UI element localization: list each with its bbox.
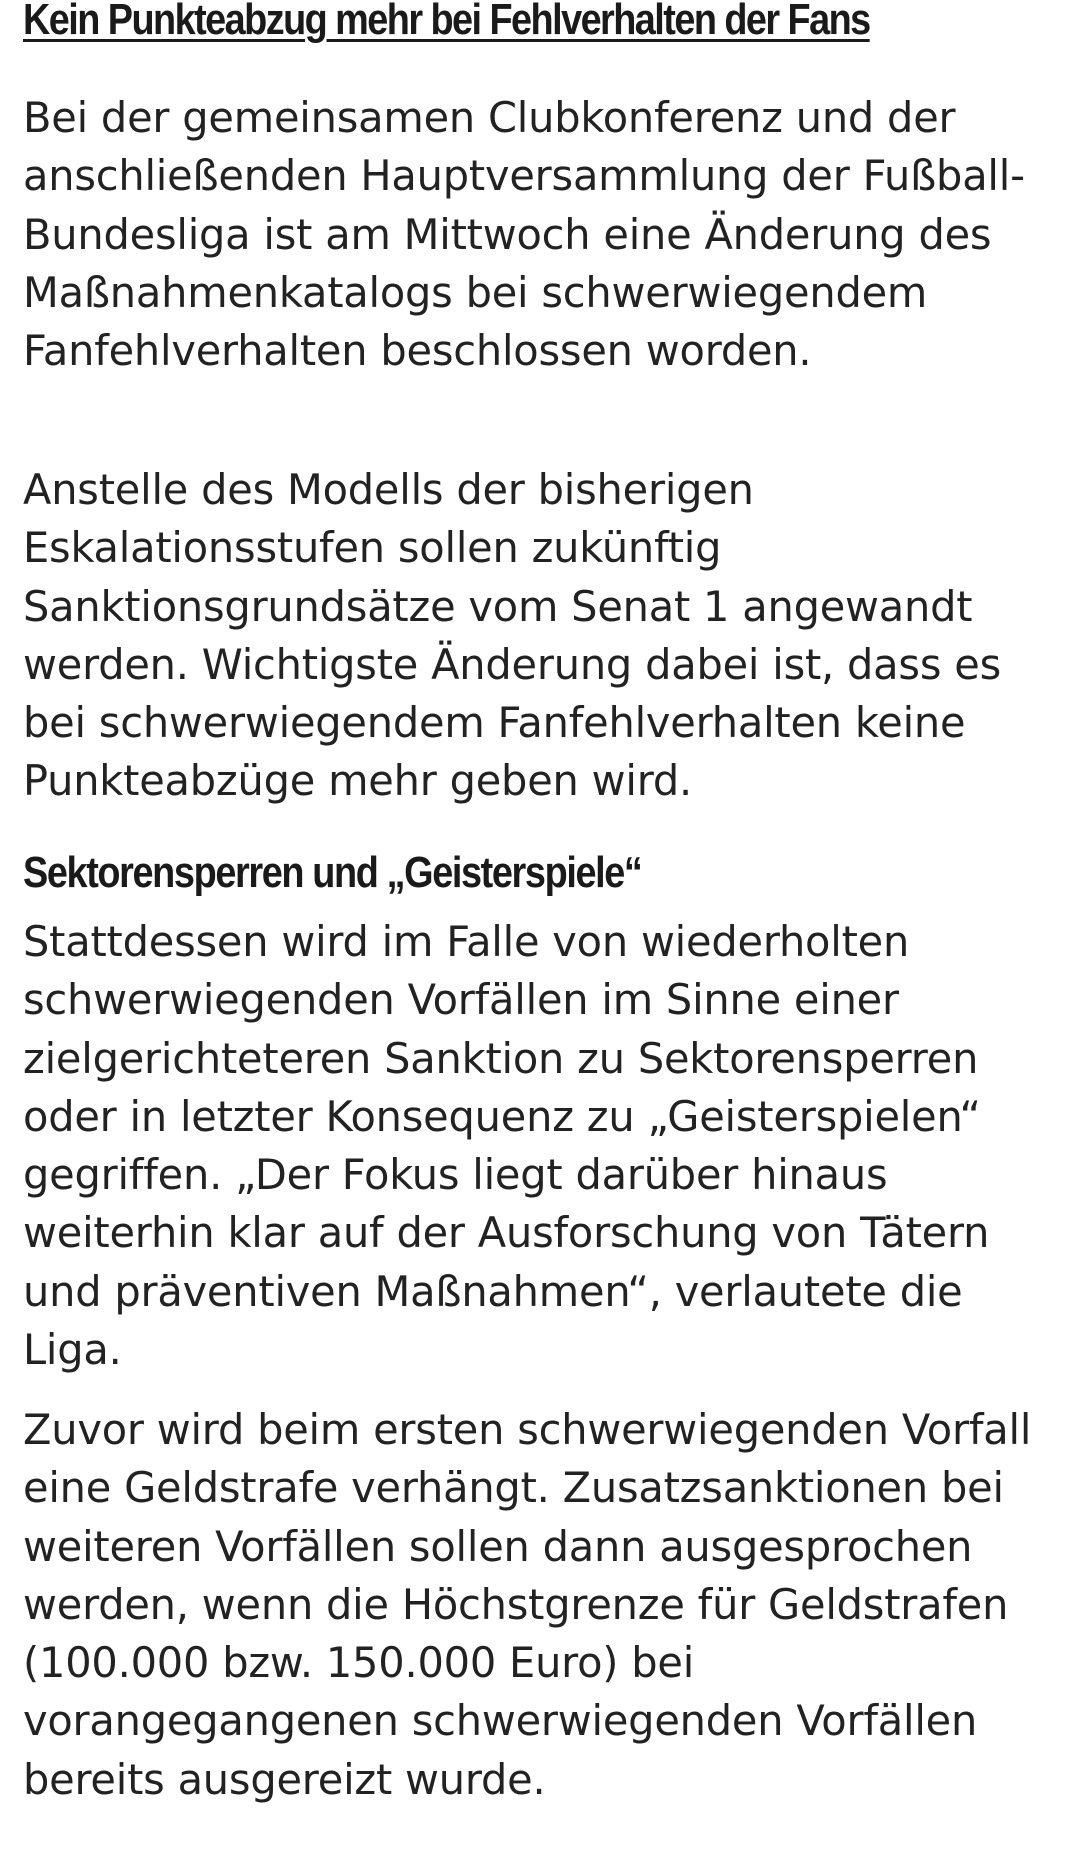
related-article-link[interactable]: Kein Punkteabzug mehr bei Fehlverhalten der Fans	[23, 0, 870, 44]
article-paragraph-2: Anstelle des Modells der bisherigen Eskalationsstufen sollen zukünftig Sanktionsgrundsätze vom Senat 1 angewandt werden. Wichtigste Änderung dabei ist, dass es bei schwerwiegendem Fanfehlverhalten keine Punkteabzüge mehr geben wird.	[23, 465, 1002, 806]
section-subheading: Sektorensperren und „Geisterspiele“	[23, 848, 642, 897]
article-paragraph-4: Zuvor wird beim ersten schwerwiegenden Vorfall eine Geldstrafe verhängt. Zusatzsanktionen bei weiteren Vorfällen sollen dann ausgesprochen werden, wenn die Höchstgrenze für Geldstrafen (100.000 bzw. 150.000 Euro) bei vorangegangenen schwerwiegenden Vorfällen bereits ausgereizt wurde.	[23, 1405, 1032, 1804]
article-paragraph-3: Stattdessen wird im Falle von wiederholten schwerwiegenden Vorfällen im Sinne einer zielgerichteteren Sanktion zu Sektorensperren oder in letzter Konsequenz zu „Geisterspielen“ gegriffen. „Der Fokus liegt darüber hinaus weiterhin klar auf der Ausforschung von Tätern und präventiven Maßnahmen“, verlautete die Liga.	[23, 917, 990, 1375]
article-paragraph-1: Bei der gemeinsamen Clubkonferenz und der anschließenden Hauptversammlung der Fußball-Bundesliga ist am Mittwoch eine Änderung des Maßnahmenkatalogs bei schwerwiegendem Fanfehlverhalten beschlossen worden.	[23, 93, 1025, 376]
article-body	[23, 0, 1063, 1804]
